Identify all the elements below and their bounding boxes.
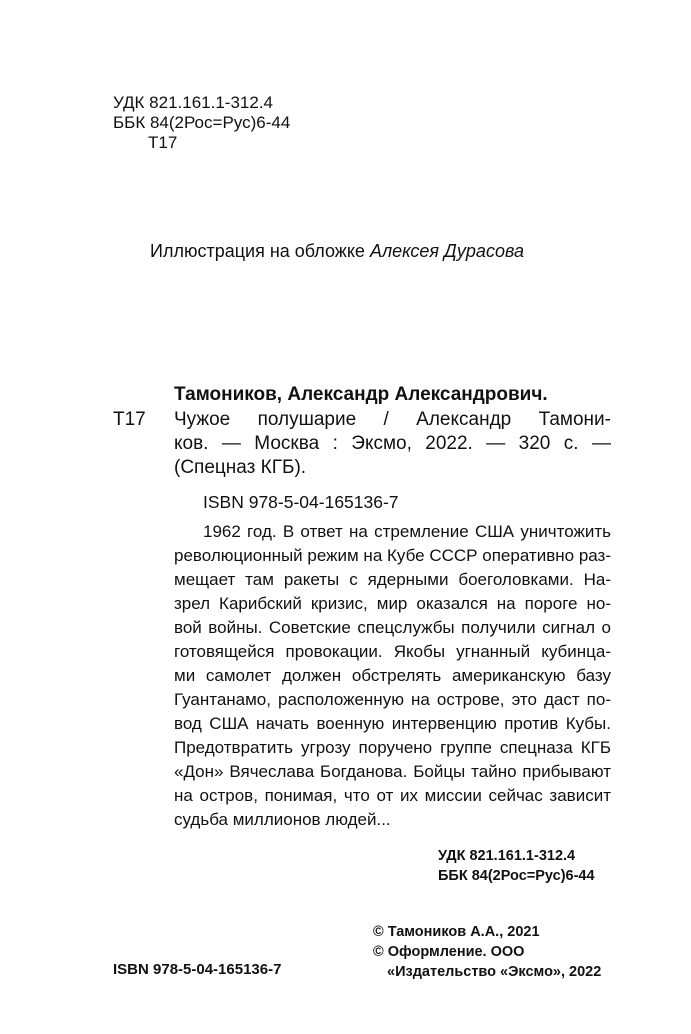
author-mark-top: Т17: [148, 133, 178, 152]
illustration-prefix: Иллюстрация на обложке: [150, 241, 365, 261]
abstract-line: 1962 год. В ответ на стремление США уничтожить: [203, 522, 611, 541]
abstract-line: революционный режим на Кубе СССР оперативно раз-: [174, 546, 611, 565]
abstract-line: мещает там ракеты с ядерными боеголовками. На-: [174, 570, 611, 589]
copyright-author: © Тамоников А.А., 2021: [373, 924, 540, 940]
bib-description-line-2: ков. — Москва : Эксмо, 2022. — 320 с. —: [174, 433, 611, 454]
abstract-line: готовящейся провокации. Якобы угнанный кубинца-: [174, 642, 611, 661]
author-mark: Т17: [113, 409, 146, 430]
bbk-code-bottom: ББК 84(2Рос=Рус)6-44: [438, 868, 595, 884]
isbn-bottom: ISBN 978-5-04-165136-7: [113, 961, 282, 978]
isbn-record: ISBN 978-5-04-165136-7: [203, 492, 399, 512]
illustration-credit: [150, 241, 524, 262]
copyright-publisher: «Издательство «Эксмо», 2022: [387, 964, 602, 980]
abstract-line: судьба миллионов людей...: [174, 810, 391, 829]
abstract-line: ми самолет должен обстрелять американскую базу: [174, 666, 611, 685]
udk-code-bottom: УДК 821.161.1-312.4: [438, 848, 576, 864]
author-heading: Тамоников, Александр Александрович.: [174, 384, 548, 405]
abstract-line: «Дон» Вячеслава Богданова. Бойцы тайно прибывают: [174, 762, 611, 781]
copyright-design: © Оформление. ООО: [373, 944, 525, 960]
abstract-line: Предотвратить угрозу поручено группе спецназа КГБ: [174, 738, 611, 757]
bib-description-line-3: (Спецназ КГБ).: [174, 457, 307, 478]
udk-code-top: УДК 821.161.1-312.4: [113, 93, 274, 112]
illustration-artist: Алексея Дурасова: [369, 241, 524, 261]
abstract-line: Гуантанамо, расположенную на острове, это даст по-: [174, 690, 611, 709]
abstract-line: вой войны. Советские спецслужбы получили сигнал о: [174, 618, 611, 637]
abstract-line: вод США начать военную интервенцию против Кубы.: [174, 714, 611, 733]
abstract-line: на остров, понимая, что от их миссии сейчас зависит: [174, 786, 611, 805]
bib-description-line-1: Чужое полушарие / Александр Тамони-: [174, 409, 611, 430]
bbk-code-top: ББК 84(2Рос=Рус)6-44: [113, 113, 291, 132]
abstract-line: зрел Карибский кризис, мир оказался на пороге но-: [174, 594, 611, 613]
